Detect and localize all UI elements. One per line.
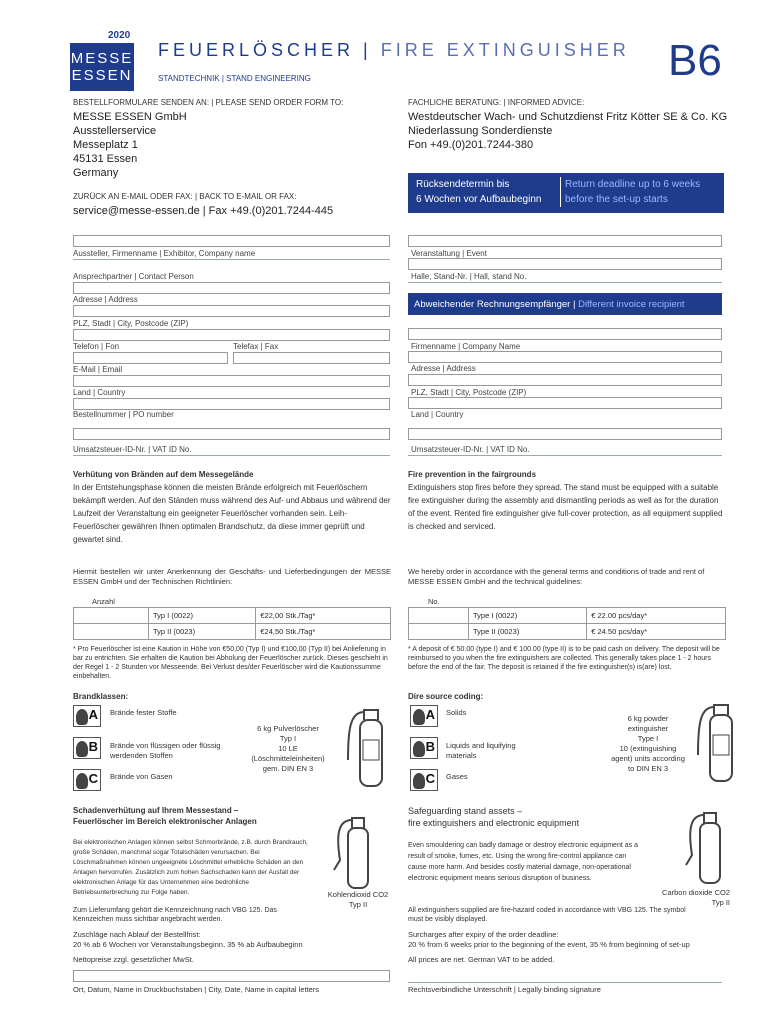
field-label: Halle, Stand-Nr. | Hall, stand No. <box>411 272 527 281</box>
table-row <box>409 624 726 640</box>
signature-field[interactable] <box>620 962 720 980</box>
spec-line: 6 kg powder <box>627 714 669 723</box>
return-contact: service@messe-essen.de | Fax +49.(0)201.7244-445 <box>73 205 334 217</box>
alt-invoice-header <box>408 293 722 315</box>
qty-input[interactable] <box>74 608 149 624</box>
qty-label-de: Anzahl <box>92 597 115 606</box>
type-cell: Type I (0022) <box>469 608 587 624</box>
field-label: PLZ, Stadt | City, Postcode (ZIP) <box>411 388 527 397</box>
invoice-country-input[interactable] <box>408 397 722 409</box>
invoice-address-input[interactable] <box>408 351 722 363</box>
electronic-title-line: Safeguarding stand assets – <box>408 806 523 816</box>
event-input[interactable] <box>408 235 722 247</box>
phone-input[interactable] <box>73 352 228 364</box>
spec-line: Typ I <box>279 734 297 743</box>
advice-line: Niederlassung Sonderdienste <box>408 125 553 137</box>
logo-line1: MESSE <box>70 50 134 67</box>
table-row <box>74 608 391 624</box>
field-label: Bestellnummer | PO number <box>73 410 174 419</box>
signature-label: Rechtsverbindliche Unterschrift | Legally binding signature <box>408 985 601 994</box>
advice-label: FACHLICHE BERATUNG: | INFORMED ADVICE: <box>408 98 585 107</box>
spec-line: Type I <box>637 734 659 743</box>
spec-line: to DIN EN 3 <box>627 764 668 773</box>
co2-extinguisher-icon <box>682 805 732 885</box>
date-name-input[interactable] <box>73 970 390 982</box>
contact-person-input[interactable] <box>73 282 390 294</box>
fax-input[interactable] <box>233 352 390 364</box>
qty-input[interactable] <box>74 624 149 640</box>
alt-bar-en: Different invoice recipient <box>578 299 685 310</box>
address-line: MESSE ESSEN GmbH <box>73 111 187 123</box>
type-cell: Typ I (0022) <box>149 608 256 624</box>
qty-input[interactable] <box>409 624 469 640</box>
field-label: Ansprechpartner | Contact Person <box>73 272 194 281</box>
deadline-de-line: Rücksendetermin bis <box>416 179 510 190</box>
send-to-label: BESTELLFORMULARE SENDEN AN: | PLEASE SEND ORDER FORM TO: <box>73 98 344 107</box>
deadline-en <box>565 177 700 207</box>
deposit-note-de: * Pro Feuerlöscher ist eine Kaution in Höhe von €50,00 (Typ I) und €100,00 (Typ II) bei Anlieferung in bar zu entrichten. Sie erhalten die Kaution bei Abholung der Feuerlöscher zurück. Dieses geschieht in der Regel 1 - 2 Stunden vor Messeende. Bei Verlust des/der Feuerlöscher wird die Kautionssumme einbehalten. <box>73 646 388 680</box>
fire-class-a-icon: A <box>73 705 101 727</box>
advice-line: Fon +49.(0)201.7244-380 <box>408 139 534 151</box>
electronic-title-line: fire extinguishers and electronic equipment <box>408 818 580 828</box>
co2-type: Typ II <box>348 900 368 909</box>
alt-bar-de: Abweichender Rechnungsempfänger <box>414 299 571 310</box>
price-cell: € 24.50 pcs/day* <box>587 624 726 640</box>
prevention-en-title: Fire prevention in the fairgrounds <box>408 470 537 479</box>
address-line: Ausstellerservice <box>73 125 157 137</box>
fire-class-a-icon: A <box>410 705 438 727</box>
invoice-company-input[interactable] <box>408 328 722 340</box>
prevention-en <box>408 468 726 533</box>
extinguisher-spec-de <box>238 724 338 774</box>
co2-extinguisher-icon <box>330 810 380 890</box>
fire-class-c-icon: C <box>410 769 438 791</box>
title-sep: | <box>363 40 372 60</box>
powder-extinguisher-icon <box>340 700 390 790</box>
surcharge-title-de: Zuschläge nach Ablauf der Bestellfrist: <box>73 930 201 939</box>
form-code: B6 <box>668 36 722 85</box>
send-to-address <box>73 110 187 180</box>
return-label: ZURÜCK AN E-MAIL ODER FAX: | BACK TO E-MAIL OR FAX: <box>73 192 297 201</box>
prevention-de-text: In der Entstehungsphase können die meisten Brände erfolgreich mit Feuerlöschern bekämpft werden. Auf den Ständen muss während des Auf- und Abbaus und während der Laufzeit der Veranstaltung ein geeigneter Feuerlöscher vorhanden sein. Leih-Feuerlöscher gewähren Ihnen optimalen Brandschutz, da diese immer geprüft und gewartet sind. <box>73 483 391 544</box>
table-row <box>409 608 726 624</box>
prevention-de <box>73 468 391 546</box>
prevention-en-text: Extinguishers stop fires before they spread. The stand must be equipped with a suitable fire extinguisher during the assembly and dismantling periods as well as for the duration of the event. Rented fire extinguisher give full-cover protection, as all equipment supplied is checked and serviced. <box>408 483 723 531</box>
type-cell: Type II (0023) <box>469 624 587 640</box>
address-line: Germany <box>73 167 119 179</box>
net-prices-de: Nettopreise zzgl. gesetzlicher MwSt. <box>73 955 194 964</box>
co2-label-de <box>322 890 394 910</box>
advice-contact <box>408 110 727 152</box>
spec-line: extinguisher <box>627 724 669 733</box>
field-label: Adresse | Address <box>411 364 476 373</box>
class-a-text: Brände fester Stoffe <box>110 708 177 717</box>
price-cell: € 22.00 pcs/day* <box>587 608 726 624</box>
field-label: Veranstaltung | Event <box>411 249 487 258</box>
deadline-en-line: Return deadline up to 6 weeks <box>565 179 701 190</box>
spec-line: 6 kg Pulverlöscher <box>257 724 319 733</box>
electronic-en-title <box>408 805 579 829</box>
title-en: FIRE EXTINGUISHER <box>380 40 630 60</box>
order-intro-en: We hereby order in accordance with the general terms and conditions of trade and rent of MESSE ESSEN GmbH and the technical guidelines: <box>408 567 705 586</box>
field-label: Firmenname | Company Name <box>411 342 521 351</box>
address-input[interactable] <box>73 305 390 317</box>
surcharge-en: 20 % from 6 weeks prior to the beginning of the event, 35 % from beginning of set-up <box>408 940 690 949</box>
field-label: Land | Country <box>73 388 126 397</box>
spec-line: agent) units according <box>611 754 685 763</box>
field-label: Land | Country <box>411 410 464 419</box>
surcharge-de: 20 % ab 6 Wochen vor Veranstaltungsbeginn, 35 % ab Aufbaubeginn <box>73 940 303 949</box>
type-cell: Typ II (0023) <box>149 624 256 640</box>
class-b-text: Liquids and liquifying materials <box>446 741 516 760</box>
deposit-note-en: * A deposit of € 50.00 (type I) and € 100.00 (type II) is to be paid cash on delivery. The deposit will be reimbursed to you when the fire extinguishers are collected. This generally takes place 1 - 2 hours before the end of the fair. The deposit is retained if the fire extinguisher(s) is(are) lost. <box>408 646 720 671</box>
invoice-vat-input[interactable] <box>408 428 722 440</box>
classes-en-title <box>408 690 483 703</box>
classes-title: Brandklassen: <box>73 692 129 701</box>
electronic-title-line: Feuerlöscher im Bereich elektronischer Anlagen <box>73 817 257 826</box>
hall-stand-input[interactable] <box>408 258 722 270</box>
field-label: Umsatzsteuer-ID-Nr. | VAT ID No. <box>411 445 530 454</box>
messe-essen-logo <box>70 43 134 91</box>
classes-de-title <box>73 690 128 703</box>
spec-line: (Löschmitteleinheiten) <box>251 754 325 763</box>
field-label: PLZ, Stadt | City, Postcode (ZIP) <box>73 319 189 328</box>
country-input[interactable] <box>73 398 390 410</box>
po-number-input[interactable] <box>73 428 390 440</box>
field-label: Telefon | Fon <box>73 342 120 351</box>
co2-text: Kohlendioxid CO2 <box>327 890 389 899</box>
co2-text: Carbon dioxide CO2 <box>662 888 730 897</box>
extinguisher-spec-en <box>598 714 698 774</box>
electronic-title-line: Schadenverhütung auf Ihrem Messestand – <box>73 806 239 815</box>
electronic-de-text: Bei elektronischen Anlagen können selbst Schmorbrände, z.B. durch Brandrauch, große Schäden, manchmal sogar Totalschäden verursachen. Bei Löschmaßnahmen können ungeeignete Löschmittel erhebliche Schäden an den Anlagen hervorrufen. Zusätzlich zum hohen Sachschaden kann der Ausfall der elektronischen Anlage für das Unternehmen eine bedrohliche Betriebsunterbrechung zur Folge haben. <box>73 839 308 896</box>
co2-label-en <box>650 888 730 908</box>
electronic-en-note: All extinguishers supplied are fire-hazard coded in accordance with VBG 125. The symbol must be visibly displayed. <box>408 907 686 923</box>
field-label: Umsatzsteuer-ID-Nr. | VAT ID No. <box>73 445 192 454</box>
class-c-text: Brände von Gasen <box>110 772 173 781</box>
email-input[interactable] <box>73 375 390 387</box>
price-cell: €22,00 Stk./Tag* <box>256 608 391 624</box>
electronic-de-note: Zum Lieferumfang gehört die Kennzeichnung nach VBG 125. Das Kennzeichen muss sichtbar angebracht werden. <box>73 907 277 923</box>
electronic-de-title <box>73 805 257 827</box>
class-a-text: Solids <box>446 708 467 717</box>
page-title <box>158 40 630 61</box>
field-label: Adresse | Address <box>73 295 138 304</box>
powder-extinguisher-icon <box>690 695 740 785</box>
price-cell: €24,50 Stk./Tag* <box>256 624 391 640</box>
deadline-de-line: 6 Wochen vor Aufbaubeginn <box>416 194 542 205</box>
invoice-city-input[interactable] <box>408 374 722 386</box>
logo-line2: ESSEN <box>71 67 133 84</box>
qty-label-en: No. <box>428 597 440 606</box>
class-b-text: Brände von flüssigen oder flüssig werdenden Stoffen <box>110 741 221 760</box>
alt-bar-sep: | <box>572 299 576 310</box>
advice-line: Westdeutscher Wach- und Schutzdienst Fritz Kötter SE & Co. KG <box>408 111 728 123</box>
company-name-input[interactable] <box>73 235 390 247</box>
net-prices-en: All prices are net. German VAT to be added. <box>408 955 555 964</box>
order-intro-de: Hiermit bestellen wir unter Anerkennung der Geschäfts- und Lieferbedingungen der MESSE ESSEN GmbH und der Technischen Richtlinien: <box>73 567 391 586</box>
prevention-de-title: Verhütung von Bränden auf dem Messegelände <box>73 470 254 479</box>
address-line: Messeplatz 1 <box>73 139 138 151</box>
surcharge-title-en: Surcharges after expiry of the order deadline: <box>408 930 559 939</box>
address-line: 45131 Essen <box>73 153 138 165</box>
city-input[interactable] <box>73 329 390 341</box>
fire-class-c-icon: C <box>73 769 101 791</box>
classes-title: Dire source coding: <box>408 692 484 701</box>
co2-type: Typ II <box>711 898 730 907</box>
electronic-en-text: Even smouldering can badly damage or destroy electronic equipment as a result of smoke, fumes, etc. Using the wrong fire-control appliance can cause more harm. And besides costly material damage, non-operational electronic equipment means serious disruption of business. <box>408 842 638 882</box>
subtitle: STANDTECHNIK | STAND ENGINEERING <box>158 74 311 83</box>
qty-input[interactable] <box>409 608 469 624</box>
fire-class-b-icon: B <box>410 737 438 759</box>
spec-line: 10 (extinguishing <box>619 744 677 753</box>
logo-year: 2020 <box>108 30 131 41</box>
spec-line: gem. DIN EN 3 <box>262 764 314 773</box>
deadline-de <box>416 177 561 207</box>
class-c-text: Gases <box>446 772 468 781</box>
field-label: E-Mail | Email <box>73 365 123 374</box>
table-row <box>74 624 391 640</box>
field-label: Telefax | Fax <box>233 342 279 351</box>
fire-class-b-icon: B <box>73 737 101 759</box>
spec-line: 10 LE <box>278 744 298 753</box>
deadline-en-line: before the set-up starts <box>565 194 668 205</box>
footer-left-label: Ort, Datum, Name in Druckbuchstaben | City, Date, Name in capital letters <box>73 985 320 994</box>
order-table-en <box>408 607 726 640</box>
order-table-de <box>73 607 391 640</box>
field-label: Aussteller, Firmenname | Exhibitor, Company name <box>73 249 256 258</box>
title-de: FEUERLÖSCHER <box>158 40 355 60</box>
deadline-box <box>408 173 724 213</box>
